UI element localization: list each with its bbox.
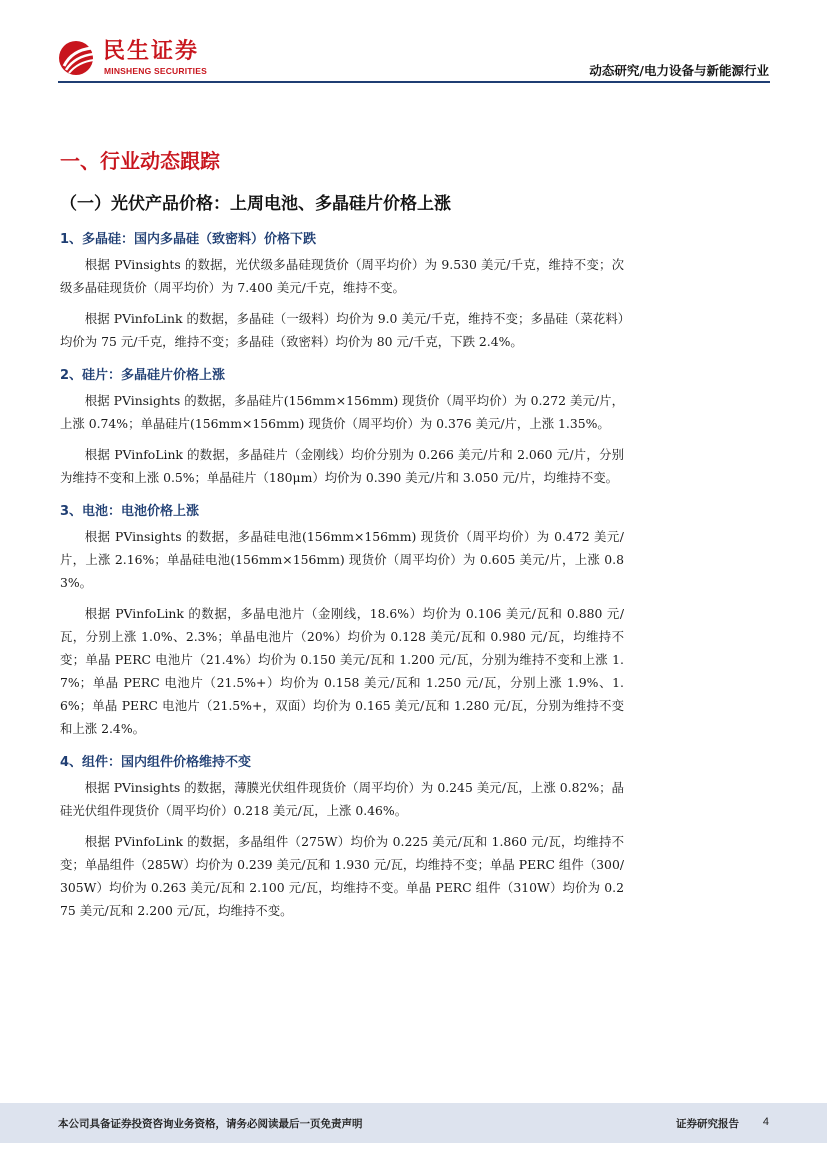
paragraph: 根据 PVinfoLink 的数据，多晶硅（一级料）均价为 9.0 美元/千克，维持不变；多晶硅（菜花料）均价为 75 元/千克，维持不变；多晶硅（致密料）均价为 80 元/千克，下跌 2.4%。 (60, 311, 624, 349)
subsection-heading: 1、多晶硅：国内多晶硅（致密料）价格下跌 (60, 232, 317, 247)
subsection-heading: 2、硅片：多晶硅片价格上涨 (60, 368, 226, 383)
page-header (0, 0, 827, 84)
section-title: 一、行业动态跟踪 (60, 149, 220, 173)
logo-name-en: MINSHENG SECURITIES (104, 66, 207, 76)
footer-disclaimer: 本公司具备证券投资咨询业务资格，请务必阅读最后一页免责声明 (58, 1118, 363, 1130)
paragraph: 根据 PVinsights 的数据，多晶硅电池(156mm×156mm) 现货价（周平均价）为 0.472 美元/片，上涨 2.16%；单晶硅电池(156mm×156mm) 现货价（周平均价）为 0.605 美元/片，上涨 0.83%。 (60, 529, 624, 590)
paragraph: 根据 PVinfoLink 的数据，多晶电池片（金刚线，18.6%）均价为 0.106 美元/瓦和 0.880 元/瓦，分别上涨 1.0%、2.3%；单晶电池片（20%）均价为 0.128 美元/瓦和 0.980 元/瓦，均维持不变；单晶 PERC 电池片（21.4%）均价为 0.150 美元/瓦和 1.200 元/瓦，分别为维持不变和上涨 1.7%；单晶 PERC 电池片（21.5%+）均价为 0.158 美元/瓦和 1.250 元/瓦，分别上涨 1.9%、1.6%；单晶 PERC 电池片（21.5%+，双面）均价为 0.165 美元/瓦和 1.280 元/瓦，分别为维持不变和上涨 2.4%。 (60, 606, 624, 736)
footer-report-type: 证券研究报告 (676, 1118, 739, 1130)
report-category: 动态研究/电力设备与新能源行业 (589, 63, 769, 78)
logo-name-cn: 民生证券 (103, 39, 200, 64)
subsection-cell (60, 501, 624, 740)
header-divider (58, 81, 770, 83)
main-content (60, 140, 624, 930)
subsection-heading: 3、电池：电池价格上涨 (60, 504, 200, 519)
subsection-module (60, 752, 624, 922)
page-footer (0, 1103, 827, 1143)
paragraph: 根据 PVinsights 的数据，薄膜光伏组件现货价（周平均价）为 0.245 美元/瓦，上涨 0.82%；晶硅光伏组件现货价（周平均价）0.218 美元/瓦，上涨 0.46%。 (60, 780, 624, 818)
section-subtitle: （一）光伏产品价格：上周电池、多晶硅片价格上涨 (60, 194, 451, 214)
minsheng-logo-icon (58, 40, 98, 76)
paragraph: 根据 PVinsights 的数据，光伏级多晶硅现货价（周平均价）为 9.530 美元/千克，维持不变；次级多晶硅现货价（周平均价）为 7.400 美元/千克，维持不变。 (60, 257, 624, 295)
subsection-polysilicon (60, 229, 624, 353)
paragraph: 根据 PVinfoLink 的数据，多晶组件（275W）均价为 0.225 美元/瓦和 1.860 元/瓦，均维持不变；单晶组件（285W）均价为 0.239 美元/瓦和 1.930 元/瓦，均维持不变；单晶 PERC 组件（300/305W）均价为 0.263 美元/瓦和 2.100 元/瓦，均维持不变。单晶 PERC 组件（310W）均价为 0.275 美元/瓦和 2.200 元/瓦，均维持不变。 (60, 834, 624, 918)
page-number: 4 (762, 1116, 769, 1128)
subsection-heading: 4、组件：国内组件价格维持不变 (60, 755, 252, 770)
subsection-wafer (60, 365, 624, 489)
paragraph: 根据 PVinsights 的数据，多晶硅片(156mm×156mm) 现货价（周平均价）为 0.272 美元/片，上涨 0.74%；单晶硅片(156mm×156mm) 现货价（周平均价）为 0.376 美元/片，上涨 1.35%。 (60, 393, 624, 431)
paragraph: 根据 PVinfoLink 的数据，多晶硅片（金刚线）均价分别为 0.266 美元/片和 2.060 元/片，分别为维持不变和上涨 0.5%；单晶硅片（180μm）均价为 0.390 美元/片和 3.050 元/片，均维持不变。 (60, 447, 624, 485)
